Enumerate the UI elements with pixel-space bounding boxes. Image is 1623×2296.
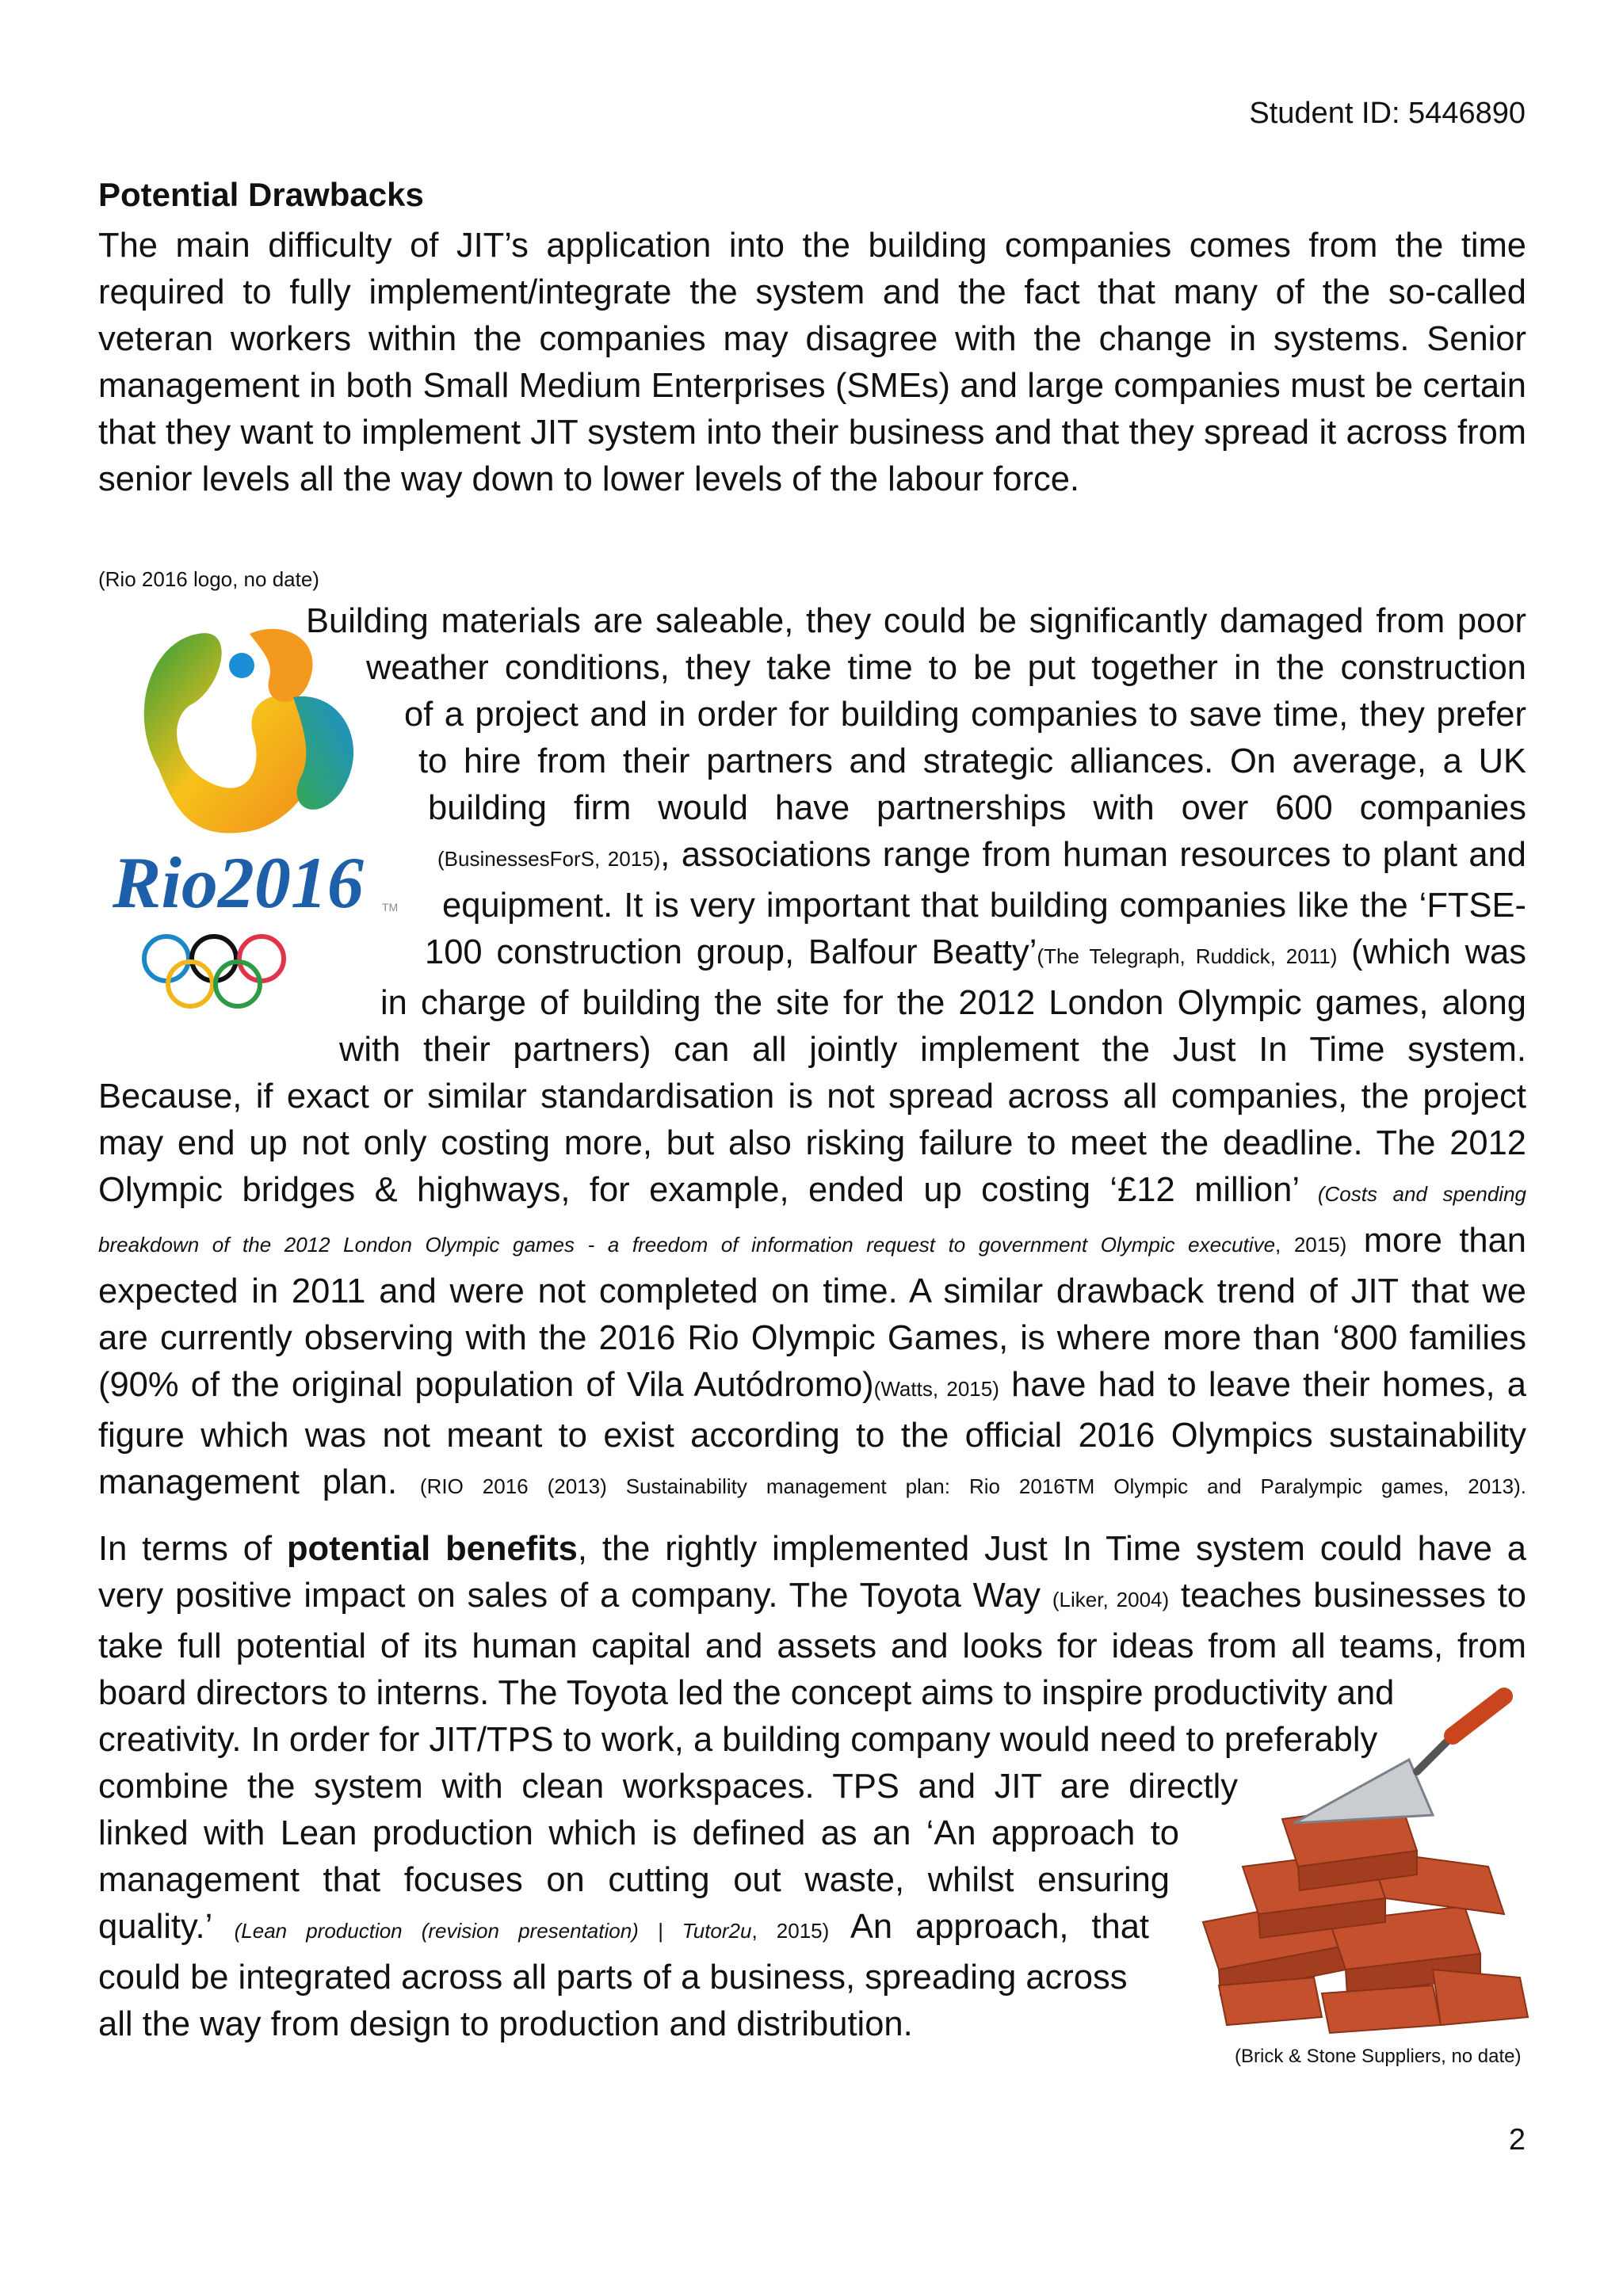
text-line: are currently observing with the 2016 Rio Olympic Games, is where more than ‘800 families bbox=[98, 1319, 1526, 1357]
rio-logo-caption: (Rio 2016 logo, no date) bbox=[98, 567, 319, 591]
bold-term: potential benefits bbox=[286, 1530, 578, 1568]
text-line: in charge of building the site for the 2012 London Olympic games, along bbox=[380, 984, 1526, 1022]
text-line: very positive impact on sales of a company. The Toyota Way (Liker, 2004) teaches businesses to bbox=[98, 1577, 1526, 1615]
text-line: building firm would have partnerships with over 600 companies bbox=[428, 789, 1526, 827]
student-id: Student ID: 5446890 bbox=[1249, 97, 1526, 130]
text-line: figure which was not meant to exist according to the official 2016 Olympics sustainability bbox=[98, 1417, 1526, 1455]
text-line: Olympic bridges & highways, for example, ended up costing ‘£12 million’ (Costs and spending bbox=[98, 1171, 1526, 1209]
page-number: 2 bbox=[1508, 2123, 1526, 2157]
text-line: 100 construction group, Balfour Beatty’(The Telegraph, Ruddick, 2011) (which was bbox=[425, 933, 1526, 971]
text-line: In terms of potential benefits, the rightly implemented Just In Time system could have a bbox=[98, 1530, 1526, 1568]
text-line: (90% of the original population of Vila Autódromo)(Watts, 2015) have had to leave their homes, a bbox=[98, 1366, 1526, 1404]
text-line: creativity. In order for JIT/TPS to work, a building company would need to preferably bbox=[98, 1721, 1378, 1759]
text-line: expected in 2011 and were not completed on time. A similar drawback trend of JIT that we bbox=[98, 1272, 1526, 1310]
text-line: linked with Lean production which is defined as an ‘An approach to bbox=[98, 1814, 1179, 1852]
paragraph-materials bbox=[98, 598, 1526, 1510]
text-line: management that focuses on cutting out waste, whilst ensuring bbox=[98, 1861, 1170, 1899]
text-line: weather conditions, they take time to be put together in the construction bbox=[366, 649, 1526, 687]
svg-text:TM: TM bbox=[382, 901, 399, 913]
text-line: board directors to interns. The Toyota led the concept aims to inspire productivity and bbox=[98, 1674, 1395, 1712]
text-line: Because, if exact or similar standardisation is not spread across all companies, the project bbox=[98, 1077, 1526, 1116]
text-line: combine the system with clean workspaces. TPS and JIT are directly bbox=[98, 1768, 1238, 1806]
text-line: of a project and in order for building companies to save time, they prefer bbox=[404, 696, 1526, 734]
text-line: take full potential of its human capital and assets and looks for ideas from all teams, from bbox=[98, 1627, 1526, 1665]
text-line: (BusinessesForS, 2015), associations range from human resources to plant and bbox=[437, 836, 1526, 874]
text-line: breakdown of the 2012 London Olympic games - a freedom of information request to government Olympic executive, 2015) more than bbox=[98, 1222, 1526, 1260]
text-line: could be integrated across all parts of a business, spreading across bbox=[98, 1958, 1128, 1997]
text-line: with their partners) can all jointly implement the Just In Time system. bbox=[339, 1031, 1526, 1069]
rio-wordmark: Rio2016 bbox=[113, 842, 364, 923]
paragraph-drawbacks: The main difficulty of JIT’s application into the building companies comes from the time required to fully implement/integrate the system and the fact that many of the so-called veteran workers within the companies may disagree with the change in systems. Senior management in both Small Medium Enterprises (SMEs) and large companies must be certain that they want to implement JIT system into their business and that they spread it across from senior levels all the way down to lower levels of the labour force. bbox=[98, 227, 1526, 498]
text-line: all the way from design to production and distribution. bbox=[98, 2005, 913, 2043]
text-line: Building materials are saleable, they could be significantly damaged from poor bbox=[306, 602, 1526, 640]
section-heading: Potential Drawbacks bbox=[98, 176, 424, 213]
text-line: to hire from their partners and strategic alliances. On average, a UK bbox=[418, 742, 1526, 780]
text-line: may end up not only costing more, but also risking failure to meet the deadline. The 2012 bbox=[98, 1124, 1526, 1162]
text-line: management plan. (RIO 2016 (2013) Sustainability management plan: Rio 2016TM Olympic and Paralympic games, 2013). bbox=[98, 1463, 1527, 1501]
bricks-trowel-image bbox=[1171, 1684, 1544, 2041]
text-line: equipment. It is very important that building companies like the ‘FTSE- bbox=[442, 887, 1526, 925]
bricks-image-caption: (Brick & Stone Suppliers, no date) bbox=[1235, 2046, 1522, 2067]
text-line: quality.’ (Lean production (revision presentation) | Tutor2u, 2015) An approach, that bbox=[98, 1908, 1149, 1946]
